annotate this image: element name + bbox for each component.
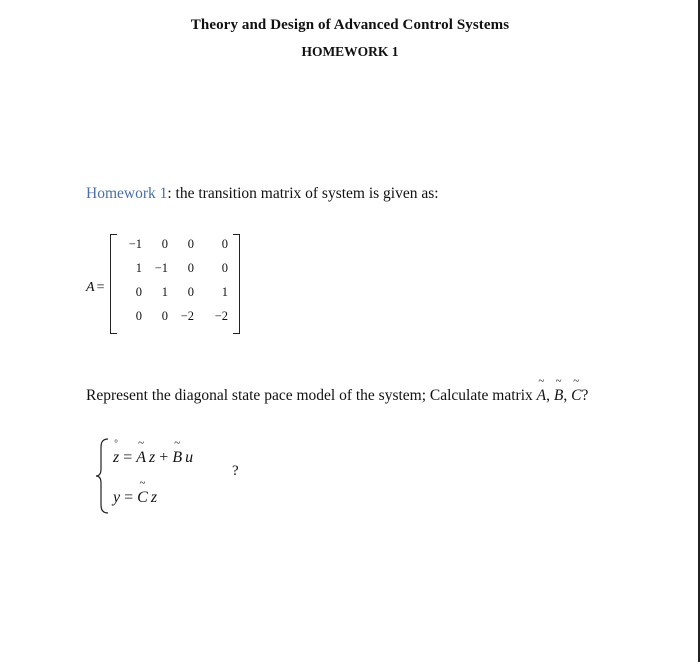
- matrix-cell: 0: [161, 309, 168, 323]
- c-tilde-var: [571, 375, 582, 405]
- matrix-cell: 1: [221, 285, 228, 299]
- dot-mark: °: [114, 438, 118, 448]
- matrix-cell: 0: [135, 309, 142, 323]
- matrix-label: [86, 280, 104, 296]
- question-text: Represent the diagonal state pace model of the system; Calculate matrix: [86, 387, 537, 404]
- question-statement: [86, 375, 589, 405]
- equals-sign: =: [120, 489, 138, 506]
- tilde-mark: ~: [174, 437, 181, 449]
- a-tilde-var: [536, 375, 547, 405]
- tilde-mark: ~: [555, 375, 562, 387]
- matrix-cell: −2: [214, 309, 228, 323]
- matrix-cell: 1: [161, 285, 168, 299]
- homework-label: Homework 1: [86, 185, 168, 202]
- a-var-letter: A: [536, 387, 547, 404]
- b-var-letter: B: [553, 387, 564, 404]
- matrix-cell: 0: [187, 261, 194, 275]
- matrix-cell: 1: [135, 261, 142, 275]
- matrix-equals: =: [96, 280, 105, 295]
- matrix-cell: 0: [135, 285, 142, 299]
- left-brace: [95, 437, 111, 515]
- matrix-cell: −1: [154, 261, 168, 275]
- matrix-cell: 0: [221, 237, 228, 251]
- z-letter: z: [150, 489, 158, 506]
- question-mark: ?: [232, 463, 239, 479]
- state-space-system: [95, 437, 255, 517]
- transition-matrix: [110, 234, 240, 334]
- document-subtitle: HOMEWORK 1: [301, 44, 399, 59]
- homework-statement: [86, 185, 439, 203]
- matrix-cell: 0: [161, 237, 168, 251]
- matrix-cell: −1: [128, 237, 142, 251]
- z-dot-var: [113, 438, 120, 467]
- z-letter: z: [113, 449, 120, 466]
- matrix-cell: −2: [180, 309, 194, 323]
- c-letter: C: [137, 489, 148, 506]
- c-tilde-var: [137, 477, 148, 507]
- question-end: ?: [581, 387, 589, 404]
- tilde-mark: ~: [139, 477, 146, 489]
- tilde-mark: ~: [538, 375, 545, 387]
- a-letter: A: [136, 449, 147, 466]
- document-title: Theory and Design of Advanced Control Systems: [190, 17, 510, 33]
- homework-text: : the transition matrix of system is given as:: [167, 185, 439, 202]
- b-tilde-var: [172, 437, 183, 467]
- tilde-mark: ~: [573, 375, 580, 387]
- a-tilde-var: [136, 437, 147, 467]
- y-letter: y: [113, 489, 121, 506]
- matrix-cell: 0: [221, 261, 228, 275]
- u-letter: u: [185, 449, 194, 466]
- output-equation: [113, 477, 158, 507]
- matrix-right-bracket: [233, 234, 240, 334]
- matrix-cell: 0: [187, 285, 194, 299]
- question-sep-2: ,: [563, 387, 572, 404]
- b-letter: B: [172, 449, 183, 466]
- equals-sign: =: [119, 449, 137, 466]
- question-sep-1: ,: [546, 387, 554, 404]
- c-var-letter: C: [571, 387, 582, 404]
- plus-sign: +: [155, 449, 173, 466]
- matrix-cell: 0: [187, 237, 194, 251]
- state-equation: [113, 437, 194, 467]
- tilde-mark: ~: [138, 437, 145, 449]
- matrix-symbol: A: [86, 280, 95, 295]
- b-tilde-var: [553, 375, 564, 405]
- z-letter: z: [149, 449, 156, 466]
